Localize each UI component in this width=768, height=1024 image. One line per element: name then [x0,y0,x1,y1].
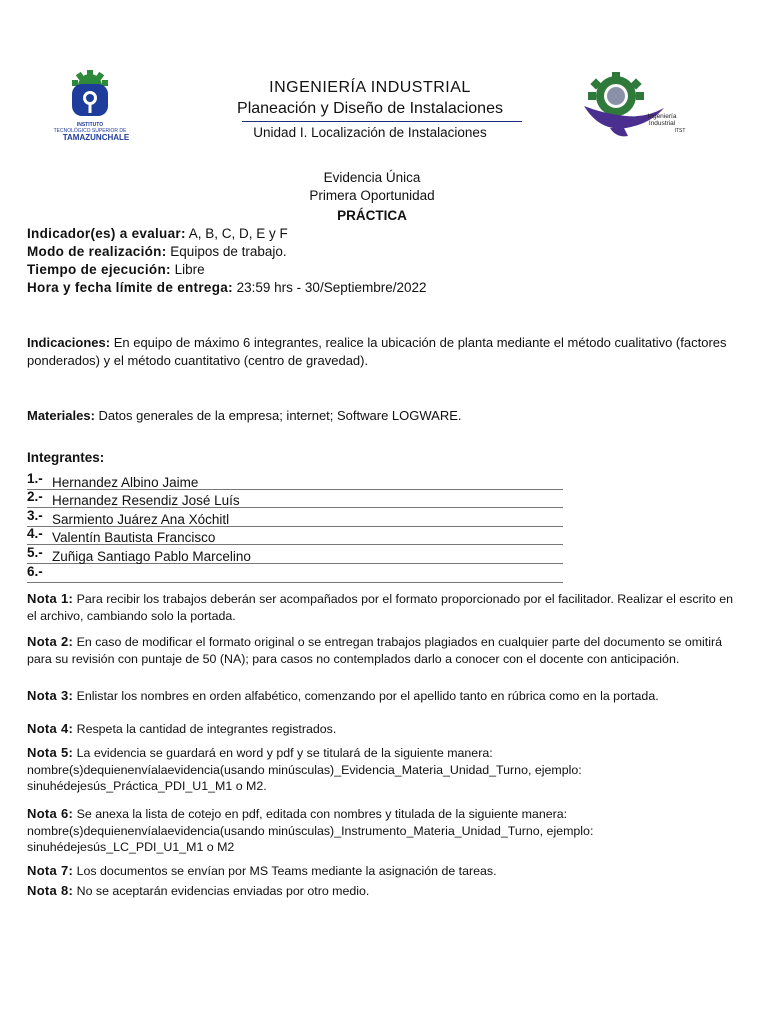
member-row [27,508,563,527]
note-3 [27,688,743,705]
members-title: Integrantes: [27,450,105,465]
note-line: sinuhédejesús_Práctica_PDI_U1_M1 o M2. [27,779,267,794]
note-text: Se anexa la lista de cotejo en pdf, editada con nombres y titulada de la siguiente manera: [76,807,568,821]
logo-right-line1: Ingeniería [647,113,677,120]
member-name: Hernandez Resendiz José Luís [52,493,240,509]
materials-text: Datos generales de la empresa; internet; Software LOGWARE. [98,408,462,423]
note-label: Nota 4: [27,721,74,736]
note-label: Nota 6: [27,806,74,821]
note-line: sinuhédejesús_LC_PDI_U1_M1 o M2 [27,840,235,855]
indications-text: En equipo de máximo 6 integrantes, realice la ubicación de planta mediante el método cualitativo (factores ponderados) y el método cuantitativo (centro de gravedad). [27,335,727,368]
header-underline [242,121,522,122]
note-6 [27,806,743,856]
note-text: No se aceptarán evidencias enviadas por otro medio. [76,884,370,898]
note-label: Nota 8: [27,883,74,898]
deadline-field [27,280,427,295]
member-name: Valentín Bautista Francisco [52,530,216,546]
mode-label: Modo de realización: [27,244,167,259]
member-number: 5.- [27,544,43,560]
time-label: Tiempo de ejecución: [27,262,171,277]
logo-right-line2: Industrial [648,120,676,127]
member-number: 4.- [27,526,43,542]
member-name: Sarmiento Juárez Ana Xóchitl [52,511,230,527]
unit-title: Unidad I. Localización de Instalaciones [253,125,487,140]
deadline-value: 23:59 hrs - 30/Septiembre/2022 [236,280,427,295]
member-row [27,471,563,490]
indications-paragraph [27,334,742,370]
member-name: Zuñiga Santiago Pablo Marcelino [52,548,251,564]
note-7 [27,863,743,880]
member-number: 3.- [27,507,43,523]
member-number: 6.- [27,563,43,579]
time-field [27,262,205,277]
note-5 [27,745,743,795]
note-label: Nota 3: [27,688,74,703]
members-list [27,471,563,583]
note-8 [27,883,743,900]
note-text: Para recibir los trabajos deberán ser acompañados por el formato proporcionado por el facilitador. Realizar el escrito en el archivo, cambiando solo la portada. [27,592,733,623]
note-text: En caso de modificar el formato original o se entregan trabajos plagiados en cualquier parte del documento se omitirá para su revisión con puntaje de 50 (NA); para casos no contemplados darlo a conocer con el docente con anticipación. [27,635,722,666]
indications-label: Indicaciones: [27,335,111,350]
logo-right-line3: ITST [674,128,686,134]
indicators-value: A, B, C, D, E y F [188,226,288,241]
note-1 [27,591,743,624]
note-text: La evidencia se guardará en word y pdf y se titulará de la siguiente manera: [76,746,493,760]
note-4 [27,721,743,738]
materials-paragraph [27,407,742,425]
note-text: Los documentos se envían por MS Teams mediante la asignación de tareas. [76,864,497,878]
practice-label: PRÁCTICA [337,208,407,223]
member-name: Hernandez Albino Jaime [52,474,199,490]
note-text: Respeta la cantidad de integrantes registrados. [76,722,337,736]
note-line: nombre(s)dequienenvíalaevidencia(usando minúsculas)_Instrumento_Materia_Unidad_Turno, ejemplo: [27,823,594,838]
note-line: nombre(s)dequienenvíalaevidencia(usando minúsculas)_Evidencia_Materia_Unidad_Turno, ejemplo: [27,762,582,777]
mode-field [27,244,287,259]
indicators-label: Indicador(es) a evaluar: [27,226,186,241]
note-line [27,806,743,823]
deadline-label: Hora y fecha límite de entrega: [27,280,233,295]
materials-label: Materiales: [27,408,95,423]
logo-left-line2: TECNOLÓGICO SUPERIOR DE [53,128,127,134]
note-label: Nota 1: [27,591,74,606]
evidence-title: Evidencia Única [323,170,421,185]
industrial-engineering-logo [580,72,688,142]
time-value: Libre [174,262,205,277]
career-title: INGENIERÍA INDUSTRIAL [269,79,471,96]
note-2 [27,634,743,667]
note-label: Nota 5: [27,745,74,760]
note-line [27,745,743,762]
note-label: Nota 2: [27,634,74,649]
member-row [27,564,563,583]
mode-value: Equipos de trabajo. [170,244,287,259]
logo-left-line1: INSTITUTO [76,122,104,128]
member-number: 2.- [27,489,43,505]
member-row [27,527,563,546]
logo-left-line3: TAMAZUNCHALE [62,133,130,142]
note-label: Nota 7: [27,863,74,878]
member-number: 1.- [27,470,43,486]
note-text: Enlistar los nombres en orden alfabético, comenzando por el apellido tanto en rúbrica como en la portada. [76,689,659,703]
subject-title: Planeación y Diseño de Instalaciones [237,100,503,117]
member-row [27,545,563,564]
member-row [27,490,563,509]
indicators-field [27,226,288,241]
opportunity-label: Primera Oportunidad [309,188,435,203]
